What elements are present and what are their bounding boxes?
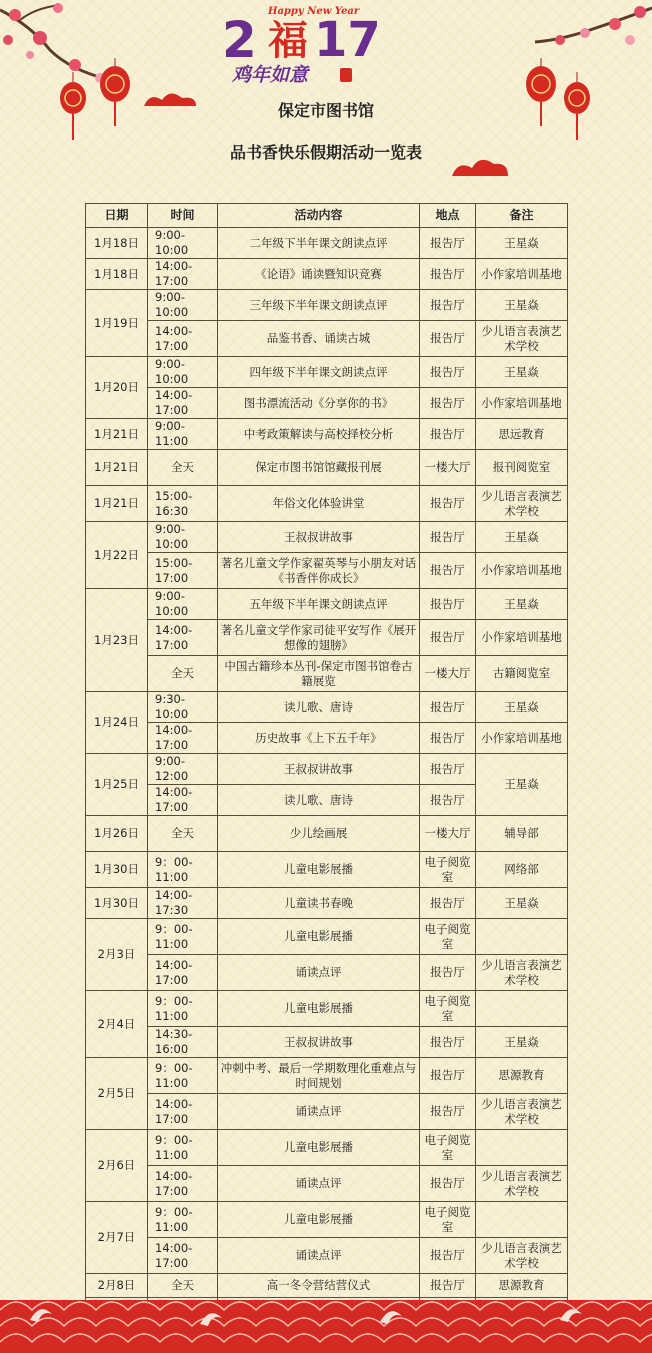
place-cell: 报告厅 [420, 419, 476, 450]
column-header-note: 备注 [476, 204, 568, 228]
date-cell: 1月21日 [86, 419, 148, 450]
note-cell: 网络部 [476, 852, 568, 888]
table-row [86, 620, 568, 656]
time-cell: 9：00-11:00 [148, 1202, 218, 1238]
note-cell: 思远教育 [476, 419, 568, 450]
slogan-text: 鸡年如意 [232, 64, 309, 86]
activity-cell: 冲刺中考、最后一学期数理化重难点与时间规划 [218, 1058, 420, 1094]
table-row [86, 1094, 568, 1130]
place-cell: 报告厅 [420, 388, 476, 419]
activity-cell: 王叔叔讲故事 [218, 1027, 420, 1058]
time-cell: 14:00-17:00 [148, 321, 218, 357]
place-cell: 一楼大厅 [420, 816, 476, 852]
activity-cell: 四年级下半年课文朗读点评 [218, 357, 420, 388]
time-cell: 全天 [148, 1274, 218, 1298]
time-cell: 9:00-10:00 [148, 522, 218, 553]
table-row [86, 656, 568, 692]
activity-cell: 《论语》诵读暨知识竞赛 [218, 259, 420, 290]
time-cell: 14:00-17:00 [148, 785, 218, 816]
place-cell: 报告厅 [420, 888, 476, 919]
time-cell: 14:00-17:00 [148, 723, 218, 754]
time-cell: 9:00-10:00 [148, 589, 218, 620]
place-cell: 报告厅 [420, 357, 476, 388]
table-row [86, 419, 568, 450]
note-cell [476, 991, 568, 1027]
activity-cell: 儿童电影展播 [218, 919, 420, 955]
time-cell: 14:00-17:00 [148, 1094, 218, 1130]
activity-cell: 五年级下半年课文朗读点评 [218, 589, 420, 620]
place-cell: 报告厅 [420, 321, 476, 357]
table-row [86, 692, 568, 723]
table-row [86, 919, 568, 955]
table-row [86, 1027, 568, 1058]
place-cell: 电子阅览室 [420, 1202, 476, 1238]
note-cell: 小作家培训基地 [476, 723, 568, 754]
note-cell: 王星焱 [476, 589, 568, 620]
note-cell: 王星焱 [476, 888, 568, 919]
date-cell: 2月8日 [86, 1274, 148, 1298]
table-row [86, 723, 568, 754]
note-cell: 王星焱 [476, 357, 568, 388]
activity-cell: 著名儿童文学作家司徒平安写作《展开想像的翅膀》 [218, 620, 420, 656]
note-cell [476, 1130, 568, 1166]
place-cell: 报告厅 [420, 1094, 476, 1130]
activity-cell: 儿童读书春晚 [218, 888, 420, 919]
place-cell: 报告厅 [420, 589, 476, 620]
note-cell: 王星焱 [476, 290, 568, 321]
year-right-digits: 17 [314, 12, 381, 68]
activity-cell: 品鉴书香、诵读古城 [218, 321, 420, 357]
table-row [86, 553, 568, 589]
column-header-time: 时间 [148, 204, 218, 228]
place-cell: 报告厅 [420, 522, 476, 553]
place-cell: 报告厅 [420, 754, 476, 785]
bottom-wave-decoration-icon [0, 1280, 652, 1353]
note-cell: 王星焱 [476, 692, 568, 723]
activity-cell: 二年级下半年课文朗读点评 [218, 228, 420, 259]
activity-cell: 少儿绘画展 [218, 816, 420, 852]
time-cell: 14:00-17:00 [148, 1166, 218, 1202]
column-header-activity: 活动内容 [218, 204, 420, 228]
time-cell: 9:00-12:00 [148, 754, 218, 785]
activity-cell: 著名儿童文学作家翟英琴与小朋友对话《书香伴你成长》 [218, 553, 420, 589]
fu-character: 福 [268, 18, 308, 64]
date-cell: 1月20日 [86, 357, 148, 419]
time-cell: 14:00-17:00 [148, 259, 218, 290]
date-cell: 1月30日 [86, 852, 148, 888]
date-cell: 2月6日 [86, 1130, 148, 1202]
date-cell: 2月7日 [86, 1202, 148, 1274]
table-header-row [86, 204, 568, 228]
time-cell: 9：00-11:00 [148, 1130, 218, 1166]
date-cell: 1月18日 [86, 259, 148, 290]
note-cell: 思源教育 [476, 1274, 568, 1298]
time-cell: 9：00-11:00 [148, 852, 218, 888]
schedule-table [85, 203, 568, 1334]
note-cell: 报刊阅览室 [476, 450, 568, 486]
date-cell: 1月18日 [86, 228, 148, 259]
note-cell: 少儿语言表演艺术学校 [476, 1238, 568, 1274]
activity-cell: 王叔叔讲故事 [218, 754, 420, 785]
activity-cell: 诵读点评 [218, 1094, 420, 1130]
place-cell: 报告厅 [420, 259, 476, 290]
place-cell: 报告厅 [420, 692, 476, 723]
note-cell: 王星焱 [476, 1027, 568, 1058]
time-cell: 全天 [148, 816, 218, 852]
date-cell: 2月5日 [86, 1058, 148, 1130]
activity-cell: 诵读点评 [218, 1238, 420, 1274]
date-cell: 1月24日 [86, 692, 148, 754]
activity-cell: 读儿歌、唐诗 [218, 692, 420, 723]
time-cell: 14:30-16:00 [148, 1027, 218, 1058]
date-cell: 1月22日 [86, 522, 148, 589]
place-cell: 报告厅 [420, 620, 476, 656]
place-cell: 一楼大厅 [420, 450, 476, 486]
place-cell: 一楼大厅 [420, 656, 476, 692]
note-cell: 古籍阅览室 [476, 656, 568, 692]
table-row [86, 522, 568, 553]
note-cell: 王星焱 [476, 228, 568, 259]
place-cell: 报告厅 [420, 1027, 476, 1058]
place-cell: 报告厅 [420, 1058, 476, 1094]
year-left-digit: 2 [222, 11, 257, 69]
note-cell: 少儿语言表演艺术学校 [476, 1094, 568, 1130]
table-row [86, 290, 568, 321]
place-cell: 报告厅 [420, 723, 476, 754]
table-row [86, 852, 568, 888]
header [0, 96, 652, 166]
time-cell: 9:30-10:00 [148, 692, 218, 723]
plum-blossom-branch-right-icon [530, 0, 652, 60]
note-cell: 王星焱 [476, 754, 568, 816]
table-row [86, 754, 568, 785]
table-row [86, 1058, 568, 1094]
date-cell: 1月19日 [86, 290, 148, 357]
table-row [86, 589, 568, 620]
note-cell [476, 919, 568, 955]
place-cell: 报告厅 [420, 1274, 476, 1298]
activity-cell: 诵读点评 [218, 955, 420, 991]
note-cell [476, 1202, 568, 1238]
table-row [86, 816, 568, 852]
table-row [86, 955, 568, 991]
happy-new-year-text: Happy New Year [268, 6, 360, 17]
time-cell: 9:00-10:00 [148, 357, 218, 388]
activity-cell: 高一冬令营结营仪式 [218, 1274, 420, 1298]
note-cell: 小作家培训基地 [476, 259, 568, 290]
place-cell: 报告厅 [420, 553, 476, 589]
place-cell: 报告厅 [420, 290, 476, 321]
note-cell: 少儿语言表演艺术学校 [476, 321, 568, 357]
note-cell: 小作家培训基地 [476, 553, 568, 589]
table-row [86, 357, 568, 388]
table-row [86, 1130, 568, 1166]
activity-cell: 儿童电影展播 [218, 991, 420, 1027]
organization-name: 保定市图书馆 [277, 101, 374, 120]
activity-cell: 王叔叔讲故事 [218, 522, 420, 553]
note-cell: 辅导部 [476, 816, 568, 852]
page-title: 品书香快乐假期活动一览表 [229, 143, 422, 162]
note-cell: 小作家培训基地 [476, 620, 568, 656]
activity-cell: 中考政策解读与高校择校分析 [218, 419, 420, 450]
place-cell: 电子阅览室 [420, 919, 476, 955]
place-cell: 电子阅览室 [420, 991, 476, 1027]
time-cell: 15:00-17:00 [148, 553, 218, 589]
activity-cell: 历史故事《上下五千年》 [218, 723, 420, 754]
table-row [86, 388, 568, 419]
activity-cell: 诵读点评 [218, 1166, 420, 1202]
activity-cell: 年俗文化体验讲堂 [218, 486, 420, 522]
table-row [86, 991, 568, 1027]
time-cell: 14:00-17:00 [148, 620, 218, 656]
time-cell: 9:00-10:00 [148, 290, 218, 321]
place-cell: 报告厅 [420, 955, 476, 991]
place-cell: 电子阅览室 [420, 1130, 476, 1166]
time-cell: 9：00-11:00 [148, 919, 218, 955]
activity-cell: 三年级下半年课文朗读点评 [218, 290, 420, 321]
date-cell: 1月21日 [86, 450, 148, 486]
time-cell: 9:00-10:00 [148, 228, 218, 259]
date-cell: 2月4日 [86, 991, 148, 1058]
time-cell: 14:00-17:00 [148, 955, 218, 991]
activity-cell: 读儿歌、唐诗 [218, 785, 420, 816]
activity-cell: 保定市图书馆馆藏报刊展 [218, 450, 420, 486]
table-row [86, 486, 568, 522]
table-body [86, 228, 568, 1334]
place-cell: 电子阅览室 [420, 852, 476, 888]
table-row [86, 1202, 568, 1238]
activity-cell: 图书漂流活动《分享你的书》 [218, 388, 420, 419]
date-cell: 1月21日 [86, 486, 148, 522]
activity-cell: 中国古籍珍本丛刊-保定市图书馆卷古籍展览 [218, 656, 420, 692]
activity-cell: 儿童电影展播 [218, 852, 420, 888]
note-cell: 小作家培训基地 [476, 388, 568, 419]
date-cell: 1月30日 [86, 888, 148, 919]
column-header-date: 日期 [86, 204, 148, 228]
activity-cell: 儿童电影展播 [218, 1130, 420, 1166]
table-row [86, 450, 568, 486]
time-cell: 14:00-17:30 [148, 888, 218, 919]
time-cell: 9：00-11:00 [148, 1058, 218, 1094]
date-cell: 1月25日 [86, 754, 148, 816]
note-cell: 少儿语言表演艺术学校 [476, 955, 568, 991]
seal-stamp-icon [340, 68, 352, 82]
time-cell: 9:00-11:00 [148, 419, 218, 450]
place-cell: 报告厅 [420, 1166, 476, 1202]
date-cell: 1月23日 [86, 589, 148, 692]
table-row [86, 259, 568, 290]
table-row [86, 1238, 568, 1274]
time-cell: 15:00-16:30 [148, 486, 218, 522]
time-cell: 9：00-11:00 [148, 991, 218, 1027]
column-header-place: 地点 [420, 204, 476, 228]
time-cell: 全天 [148, 450, 218, 486]
place-cell: 报告厅 [420, 228, 476, 259]
activity-cell: 儿童电影展播 [218, 1202, 420, 1238]
time-cell: 全天 [148, 656, 218, 692]
date-cell: 1月26日 [86, 816, 148, 852]
place-cell: 报告厅 [420, 1238, 476, 1274]
date-cell: 2月3日 [86, 919, 148, 991]
place-cell: 报告厅 [420, 486, 476, 522]
note-cell: 少儿语言表演艺术学校 [476, 1166, 568, 1202]
time-cell: 14:00-17:00 [148, 1238, 218, 1274]
table-row [86, 321, 568, 357]
table-row [86, 228, 568, 259]
place-cell: 报告厅 [420, 785, 476, 816]
note-cell: 王星焱 [476, 522, 568, 553]
table-row [86, 1166, 568, 1202]
note-cell: 少儿语言表演艺术学校 [476, 486, 568, 522]
new-year-logo [222, 6, 382, 90]
note-cell: 思源教育 [476, 1058, 568, 1094]
table-row [86, 888, 568, 919]
time-cell: 14:00-17:00 [148, 388, 218, 419]
